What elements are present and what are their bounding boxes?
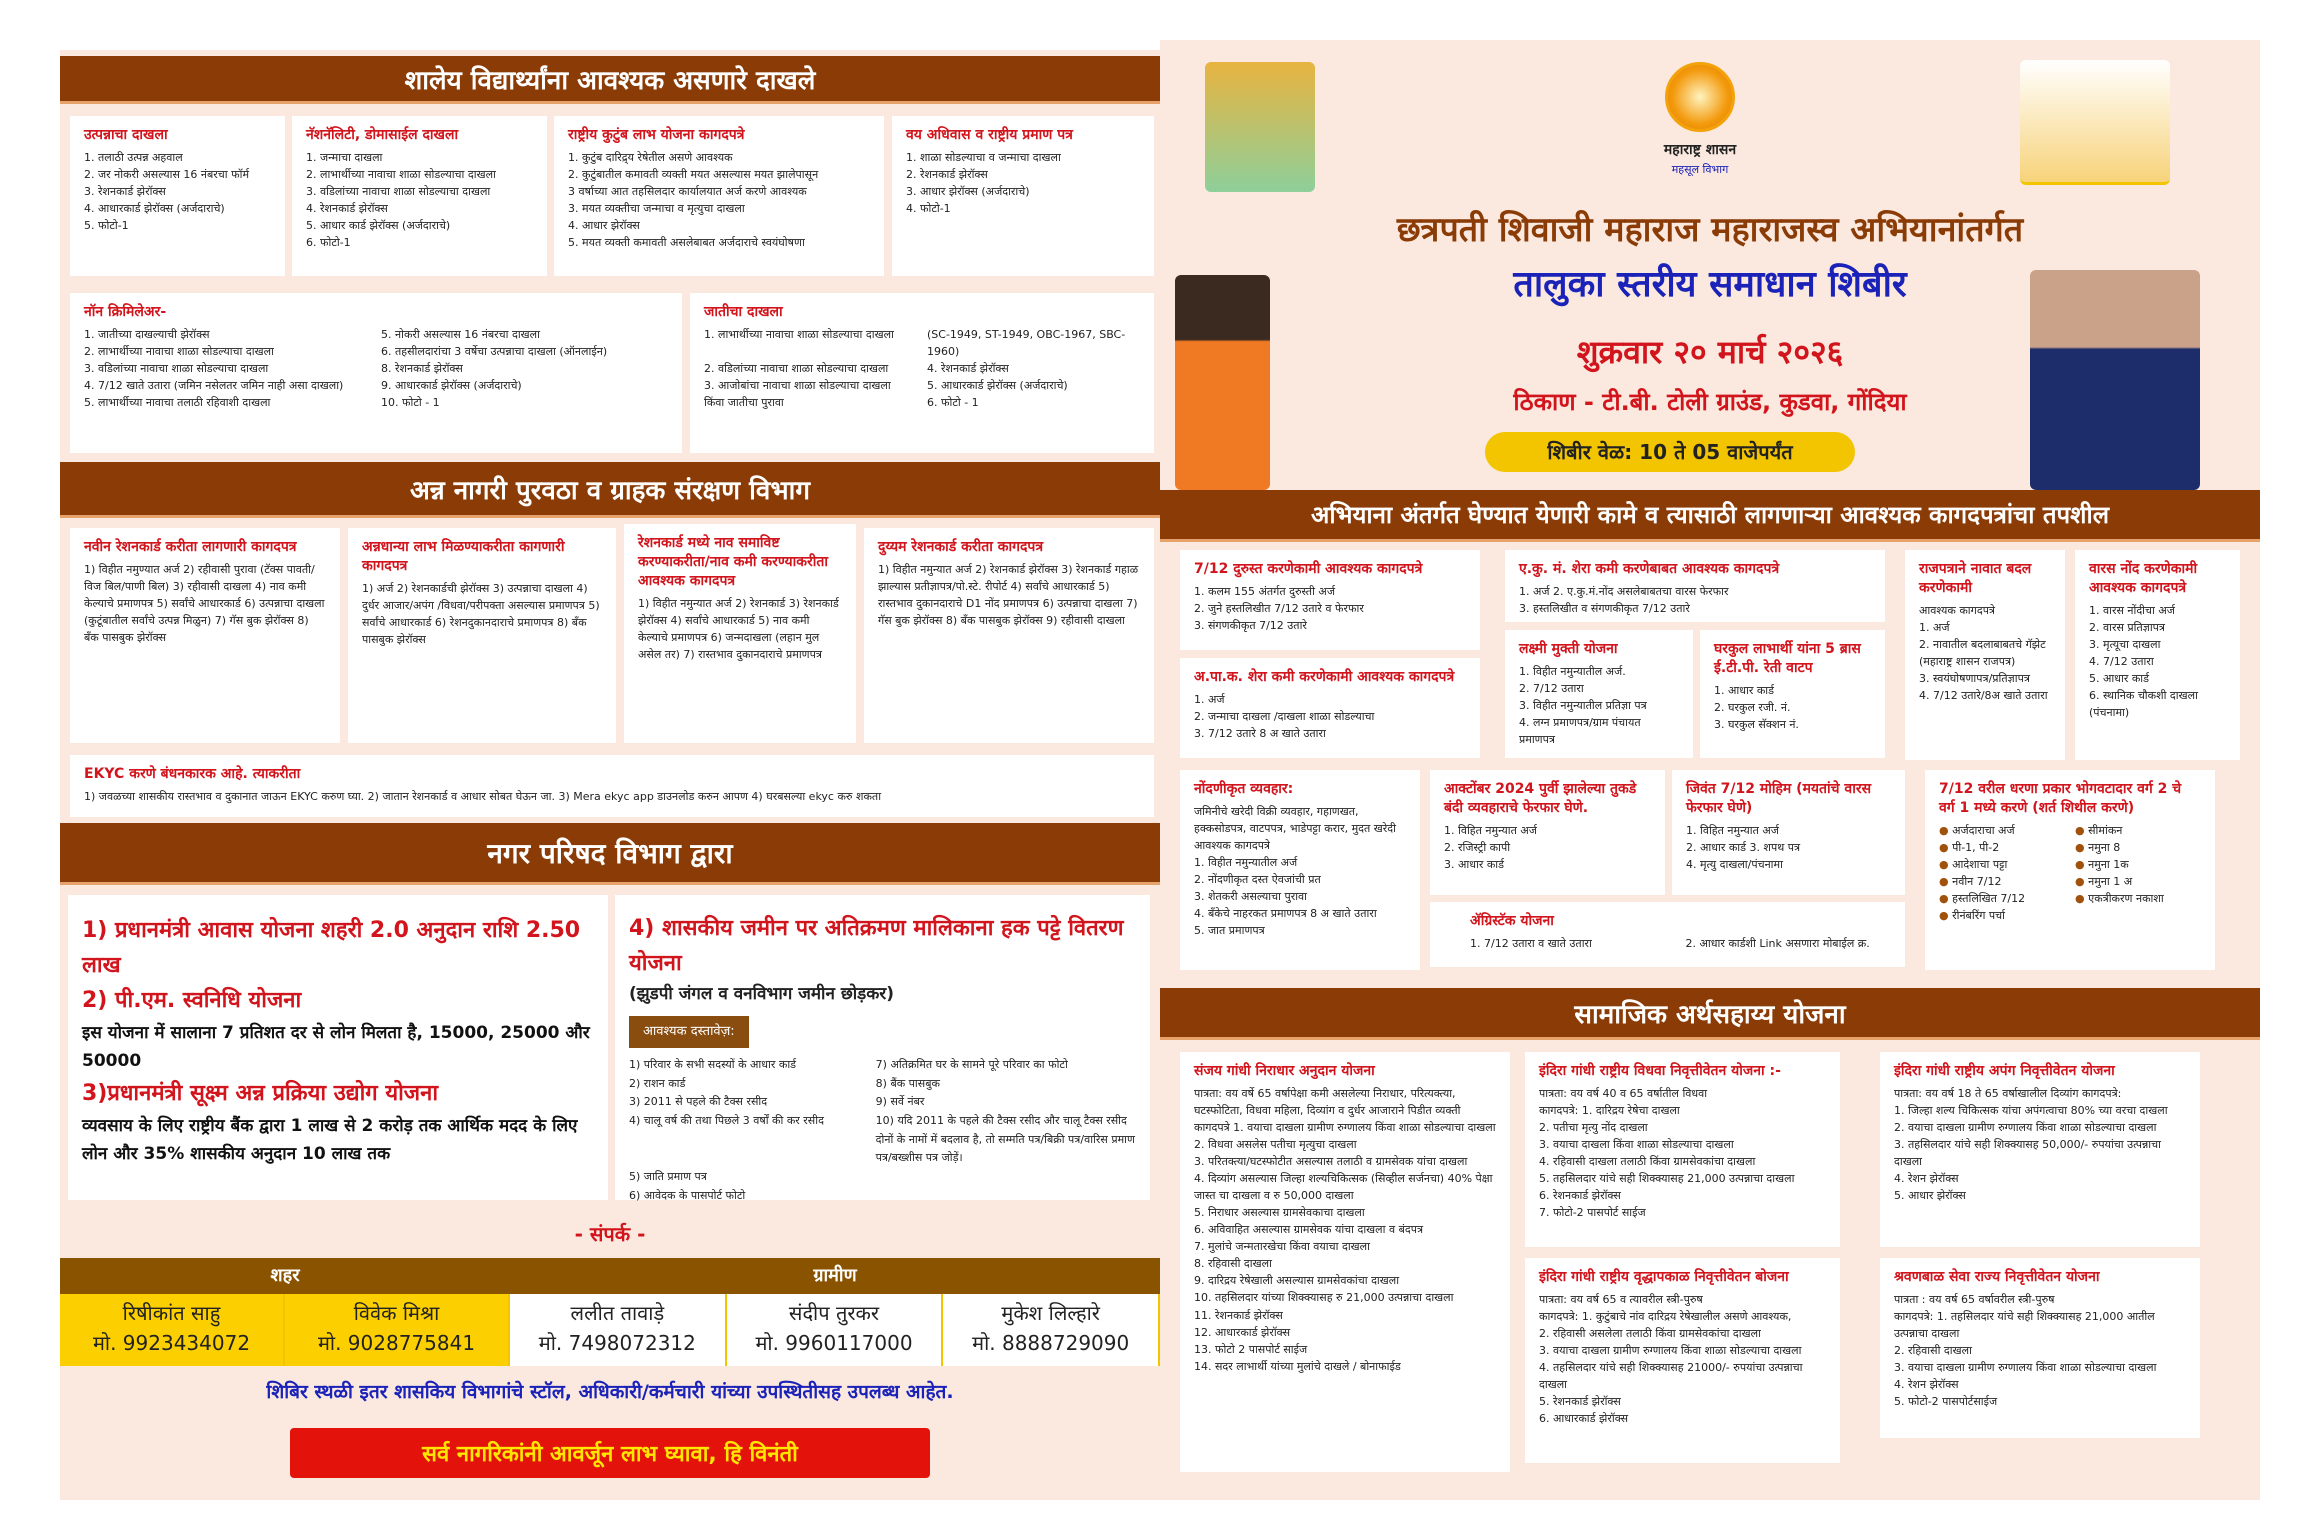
list-item: 3. आधार झेरॉक्स (अर्जदाराचे) (906, 184, 1030, 198)
list-item: 2. वयाचा दाखला ग्रामीण रुग्णालय किंवा शाळा सोडल्याचा दाखला (1894, 1120, 2157, 1134)
doc-item: 10) यदि 2011 के पहले की टैक्स रसीद और चालू टैक्स रसीद दोनों के नामों में बदलाव है, तो सम्मति पत्र/बिक्री पत्र/वारिस प्रमाण पत्र/बख्शीस पत्र जोड़ें। (875, 1113, 1135, 1165)
card-items (1919, 602, 2051, 704)
list-item: 2. वडिलांच्या नावाचा शाळा सोडल्याचा दाखला (704, 361, 889, 375)
card-items (1894, 1291, 2186, 1410)
card-jivant-712 (1672, 770, 1905, 895)
contact-person (943, 1294, 1160, 1366)
card-title: 7/12 दुरुस्त करणेकामी आवश्यक कागदपत्रे (1194, 561, 1423, 577)
card-text: 1) विहीत नमुन्यात अर्ज 2) रेशनकार्ड 3) रेशनकार्ड झेरॉक्स 4) सर्वांचे आधारकार्ड 5) नाव कमी केल्याचे प्रमाणपत्र 6) जन्मदाखला (लहान मुल असेल तर) 7) रास्तभाव दुकानदाराचे प्रमाणपत्र (638, 596, 839, 661)
list-item: 4. दिव्यांग असल्यास जिल्हा शल्यचिकित्सक (सिव्हील सर्जनचा) 40% पेक्षा जास्त चा दाखला व रु 50,000 दाखला (1194, 1172, 1493, 1203)
list-item: 4. रेशन झेरॉक्स (1894, 1172, 1959, 1186)
list-item: 5. आधार कार्ड (2089, 671, 2150, 685)
list-item: पात्रता: वय वर्ष 40 व 65 वर्षातील विधवा (1539, 1086, 1708, 1100)
list-item: 3. संगणकीकृत 7/12 उतारे (1194, 618, 1307, 632)
list-item: 6. रेशनकार्ड झेरॉक्स (1539, 1189, 1621, 1203)
list-item: 1. कुटुंब दारिद्र्य रेषेतील असणे आवश्यक (568, 150, 733, 164)
ekyc-card (70, 755, 1154, 817)
list-item: कागदपत्रे 1. वयाचा दाखला ग्रामीण रुग्णालय किंवा शाळा सोडल्याचा दाखला (1194, 1120, 1496, 1134)
list-item: 3. स्वयंघोषणापत्र/प्रतिज्ञापत्र (1919, 671, 2030, 685)
doc-item: 8) बैंक पासबुक (875, 1076, 940, 1090)
doc-item: 1) परिवार के सभी सदस्यों के आधार कार्ड (629, 1057, 797, 1071)
shivaji-maharaj-portrait (1205, 62, 1315, 192)
card-title: आक्टोंबर 2024 पुर्वी झालेल्या तुकडे बंदी व्यवहाराचे फेरफार घेणे. (1444, 781, 1637, 816)
list-item: 1. अर्ज (1194, 692, 1225, 706)
social-title: सामाजिक अर्थसहाय्य योजना (1160, 988, 2260, 1040)
list-item: ● एकत्रीकरण नकाशा (2075, 890, 2201, 907)
list-item: 2. रजिस्ट्री कापी (1444, 840, 1511, 854)
list-item: 5. फोटो-2 पासपोर्टसाईज (1894, 1395, 1998, 1409)
new-ration-card (70, 528, 340, 743)
camp-venue: ठिकाण - टी.बी. टोली ग्राउंड, कुडवा, गोंदिया (1513, 388, 1907, 416)
card-text: 1) विहीत नमुण्यात अर्ज 2) रहीवासी पुरावा (टॅक्स पावती/विज बिल/पाणी बिल) 3) रहीवासी दाखला 4) नाव कमी केल्याचे प्रमाणपत्र 5) सर्वांचे आधारकार्ड 6) उत्पन्नाचा दाखला (कुटूंबातील सर्वांचे उत्पन्न मिळुन) 7) गॅस बुक झेरॉक्स 8) बँक पासबुक झेरॉक्स (84, 562, 325, 645)
list-item: 6. स्थानिक चौकशी दाखला (पंचनामा) (2089, 689, 2198, 720)
card-text: 1) जवळच्या शासकीय रास्तभाव व दुकानात जाऊन EKYC करुण घ्या. 2) जातान रेशनकार्ड व आधार सोबत घेऊन जा. 3) Mera ekyc app डाउनलोड करुन आपण 4) घरबसल्या ekyc करु शकता (84, 789, 882, 803)
card-title: नवीन रेशनकार्ड करीता लागणारी कागदपत्र (84, 539, 297, 555)
list-item: 3. विहीत नमुन्यातील प्रतिज्ञा पत्र (1519, 698, 1647, 712)
card-items (1519, 663, 1679, 748)
card-items (2089, 602, 2226, 721)
card-title: अन्नधान्या लाभ मिळण्याकरीता कागणारी कागदपत्र (362, 539, 565, 574)
scheme-sanjay-gandhi (1180, 1052, 1510, 1472)
list-item: 3. हस्तलिखीत व संगणकीकृत 7/12 उतारे (1519, 601, 1690, 615)
card-tukdebandi (1430, 770, 1665, 895)
list-item: 1. विहित नमुन्यात अर्ज (1686, 823, 1779, 837)
list-item: 6. फोटो-1 (306, 236, 351, 250)
pm-svanidhi-scheme: 2) पी.एम. स्वनिधि योजना (82, 988, 302, 1014)
card-items (1194, 691, 1466, 742)
encroachment-scheme-card (615, 895, 1150, 1200)
list-item: 5. मयत व्यक्ती कमावती असलेबाबत अर्जदाराचे स्वयंघोषणा (568, 236, 805, 250)
list-item: 2. आधार कार्ड 3. शपथ पत्र (1686, 840, 1801, 854)
required-docs-list (629, 1056, 1136, 1206)
list-item: 2. 7/12 उतारा (1519, 681, 1584, 695)
card-rajpatra (1905, 550, 2065, 760)
card-title: ए.कु. मं. शेरा कमी करणेबाबत आवश्यक कागदपत्रे (1519, 561, 1780, 577)
card-title: वारस नोंद करणेकामी आवश्यक कागदपत्रे (2089, 561, 2198, 596)
list-item: ● आदेशाचा पट्टा (1939, 856, 2065, 873)
list-item: 3. वयाचा दाखला ग्रामीण रुग्णालय किंवा शाळा सोडल्याचा दाखला (1894, 1361, 2157, 1375)
grain-benefit-card (348, 528, 616, 743)
maharashtra-emblem-icon (1665, 62, 1735, 132)
contact-person (727, 1294, 944, 1366)
card-items (906, 149, 1140, 217)
list-item: 14. सदर लाभार्थी यांच्या मुलांचे दाखले / बोनाफाईड (1194, 1359, 1401, 1373)
list-item: 3. घरकुल सॅक्शन नं. (1714, 717, 1799, 731)
list-item: 1. अर्ज (1919, 620, 1950, 634)
contact-name: विवेक मिश्रा (353, 1301, 440, 1325)
card-title: 7/12 वरील धरणा प्रकार भोगवटादार वर्ग 2 चे वर्ग 1 मध्ये करणे (शर्त शिथील करणे) (1939, 781, 2182, 816)
list-item: 7. मुलांचे जन्मतारखेचा किंवा वयाचा दाखला (1194, 1240, 1370, 1254)
card-title: इंदिरा गांधी राष्ट्रीय वृद्धापकाळ निवृत्तीवेतन बोजना (1539, 1269, 1789, 1285)
list-item: 2. नावातील बदलाबाबतचे गॅझेट (महाराष्ट्र शासन राजपत्र) (1919, 637, 2046, 668)
list-item: 11. रेशनकार्ड झेरॉक्स (1194, 1308, 1283, 1322)
list-item: 4. आधार झेरॉक्स (568, 219, 640, 233)
card-gharkul-sand (1700, 630, 1885, 758)
contact-row (60, 1294, 1160, 1366)
left-panel (60, 50, 1160, 1500)
headline: छत्रपती शिवाजी महाराज महाराजस्व अभियानांतर्गत (1396, 210, 2024, 250)
list-item: 10. फोटो - 1 (381, 396, 440, 410)
list-item: 2. रेशनकार्ड झेरॉक्स (906, 167, 988, 181)
list-item: 5. लाभार्थीच्या नावाचा तलाठी रहिवाशी दाखला (84, 396, 271, 410)
card-waras (2075, 550, 2240, 760)
list-item: 1. विहीत नमुन्यातील अर्ज. (1519, 664, 1626, 678)
card-712-correction (1180, 550, 1480, 650)
card-title: श्रवणबाळ सेवा राज्य निवृत्तीवेतन योजना (1894, 1269, 2100, 1285)
card-agristack (1430, 902, 1905, 967)
list-item: 2. जन्माचा दाखला /दाखला शाळा सोडल्याचा (1194, 709, 1375, 723)
card-title: अ.पा.क. शेरा कमी करणेकामी आवश्यक कागदपत्रे (1194, 669, 1455, 685)
card-registered-transactions (1180, 770, 1420, 970)
list-item: 3. तहसिलदार यांचे सही शिक्क्यासह 50,000/- रुपयांचा उत्पन्नाचा दाखला (1894, 1138, 2161, 1169)
list-item: 1. लाभार्थीच्या नावाचा शाळा सोडल्याचा दाखला (704, 327, 894, 341)
card-items (84, 149, 271, 234)
card-items (1686, 822, 1891, 873)
card-title: संजय गांधी निराधार अनुदान योजना (1194, 1063, 1375, 1079)
duplicate-ration-card (864, 528, 1154, 743)
camp-title: तालुका स्तरीय समाधान शिबीर (1513, 264, 1907, 305)
list-item: 4. आधारकार्ड झेरॉक्स (अर्जदाराचे) (84, 202, 225, 216)
list-item: 2. जुने हस्तलिखीत 7/12 उतारे व फेरफार (1194, 601, 1364, 615)
list-item: 1. कलम 155 अंतर्गत दुरुस्ती अर्ज (1194, 584, 1335, 598)
list-item: 3. परितक्त्या/घटस्फोटीत असल्यास तलाठी व ग्रामसेवक यांचा दाखला (1194, 1155, 1468, 1169)
list-item: 5. आधार कार्ड झेरॉक्स (अर्जदाराचे) (306, 219, 451, 233)
list-item: किंवा जातीचा पुरावा (704, 396, 784, 410)
list-item: 5. फोटो-1 (84, 219, 129, 233)
list-item: (SC-1949, ST-1949, OBC-1967, SBC-1960) (927, 327, 1126, 358)
works-title: अभियाना अंतर्गत घेण्यात येणारी कामे व त्यासाठी लागणाऱ्या आवश्यक कागदपत्रांचा तपशील (1160, 490, 2260, 542)
list-item: ● हस्तलिखित 7/12 (1939, 890, 2065, 907)
list-item: 2. पतीचा मृत्यु नोंद दाखला (1539, 1120, 1648, 1134)
non-creamy-card (70, 293, 682, 453)
contact-phone[interactable]: मो. 9028775841 (317, 1331, 476, 1355)
encroachment-scheme-title: 4) शासकीय जमीन पर अतिक्रमण मालिकाना हक पट्टे वितरण योजना (629, 916, 1124, 977)
card-items (306, 149, 533, 251)
income-cert-card (70, 116, 285, 276)
card-title: वय अधिवास व राष्ट्रीय प्रमाण पत्र (906, 127, 1073, 143)
card-items (568, 149, 870, 251)
card-title: दुय्यम रेशनकार्ड करीता कागदपत्र (878, 539, 1044, 555)
card-title: रेशनकार्ड मध्ये नाव समाविष्ट करण्याकरीता/नाव कमी करण्याकरीता आवश्यक कागदपत्र (638, 535, 828, 589)
card-items (1714, 682, 1871, 733)
doc-item: 6) आवेदक के पासपोर्ट फोटो (629, 1188, 746, 1202)
list-item: 5. आधार झेरॉक्स (1894, 1189, 1966, 1203)
camp-time: शिबीर वेळ: 10 ते 05 वाजेपर्यंत (1485, 432, 1855, 472)
list-item: 3. आधार कार्ड (1444, 857, 1505, 871)
card-title: राष्ट्रीय कुटुंब लाभ योजना कागदपत्रे (568, 127, 745, 143)
list-item: 1. आधार कार्ड (1714, 683, 1775, 697)
stall-notice: शिबिर स्थळी इतर शासकिय विभागांचे स्टॉल, अधिकारी/कर्मचारी यांच्या उपस्थितीसह उपलब्ध आहेत. (266, 1381, 954, 1403)
list-item: 5. जात प्रमाणपत्र (1194, 924, 1265, 938)
contact-name: संदीप तुरकर (788, 1301, 880, 1325)
municipal-section-title: नगर परिषद विभाग द्वारा (60, 823, 1160, 885)
contact-name: रिषीकांत साहु (122, 1301, 221, 1325)
card-title: जिवंत 7/12 मोहिम (मयतांचे वारस फेरफार घेणे) (1686, 781, 1872, 816)
list-item: 2. विधवा असलेस पतीचा मृत्युचा दाखला (1194, 1138, 1357, 1152)
contact-name: मुकेश लिल्हारे (1001, 1301, 1100, 1325)
list-item: 3. आजोबांचा नावाचा शाळा सोडल्याचा दाखला (704, 379, 891, 393)
list-item: 2. कुटुंबातील कमावती व्यक्ती मयत असल्यास मयत झालेपासून (568, 167, 819, 181)
list-item: 3. शेतकरी असल्याचा पुरावा (1194, 890, 1308, 904)
list-item: आवश्यक कागदपत्रे (1194, 838, 1271, 852)
family-benefit-card (554, 116, 884, 276)
list-item: ● नमुना 8 (2075, 839, 2201, 856)
list-item: ● नमुना 1 अ (2075, 873, 2201, 890)
card-items (1194, 583, 1466, 634)
list-item: 12. आधारकार्ड झेरॉक्स (1194, 1325, 1291, 1339)
contact-person (510, 1294, 727, 1366)
card-title: राजपत्राने नावात बदल करणेकामी (1919, 561, 2032, 596)
list-item: 9. आधारकार्ड झेरॉक्स (अर्जदाराचे) (381, 379, 522, 393)
list-item: 4. 7/12 उतारा (2089, 654, 2154, 668)
card-title: घरकुल लाभार्थी यांना 5 ब्रास ई.टी.पी. रेती वाटप (1714, 641, 1861, 676)
encroachment-scheme-sub: (झुडपी जंगल व वनविभाग जमीन छोड़कर) (629, 984, 895, 1005)
card-items (1894, 1085, 2186, 1204)
list-item: 3. मयत व्यक्तीचा जन्माचा व मृत्युचा दाखला (568, 202, 745, 216)
list-item: 3. 7/12 उतारे 8 अ खाते उतारा (1194, 726, 1326, 740)
camp-date: शुक्रवार २० मार्च २०२६ (1576, 333, 1844, 371)
list-item: 8. रहिवासी दाखला (1194, 1257, 1272, 1271)
card-ekum (1505, 550, 1885, 622)
list-item: जमिनीचे खरेदी विक्री व्यवहार, गहाणखत, हक्कसोडपत्र, वाटपपत्र, भाडेपट्टा करार, मुदत खरेदी (1194, 804, 1396, 835)
list-item: 4. रेशनकार्ड झेरॉक्स (927, 361, 1009, 375)
card-title: EKYC करणे बंधनकारक आहे. त्याकरीता (84, 766, 301, 782)
list-item: 1. जातीच्या दाखल्याची झेरॉक्स (84, 327, 210, 341)
card-items (1470, 935, 1891, 952)
list-item: 1. शाळा सोडल्याचा व जन्माचा दाखला (906, 150, 1061, 164)
list-item: 1. वारस नोंदीचा अर्ज (2089, 603, 2175, 617)
doc-item: 5) जाति प्रमाण पत्र (629, 1169, 707, 1183)
list-item: 5. निराधार असल्यास ग्रामसेवकाचा दाखला (1194, 1206, 1365, 1220)
list-item: 3. वडिलांच्या नावाचा शाळा सोडल्याचा दाखला (84, 361, 269, 375)
card-items (1539, 1085, 1826, 1221)
list-item: 5. रेशनकार्ड झेरॉक्स (1539, 1395, 1621, 1409)
scheme-disability-pension (1880, 1052, 2200, 1247)
contact-phone[interactable]: मो. 8888729090 (972, 1331, 1130, 1355)
contact-person (60, 1294, 285, 1366)
card-title: जातीचा दाखला (704, 304, 783, 320)
card-items (1444, 822, 1651, 873)
scheme-shravanbal (1880, 1258, 2200, 1438)
required-docs-tag: आवश्यक दस्तावेज़: (629, 1016, 749, 1048)
right-panel (1160, 40, 2260, 1500)
scheme-old-age-pension (1525, 1258, 1840, 1463)
list-item: ● पी-1, पी-2 (1939, 839, 2065, 856)
card-laxmi-mukti (1505, 630, 1693, 758)
card-title: इंदिरा गांधी राष्ट्रीय विधवा निवृत्तीवेतन योजना :- (1539, 1063, 1781, 1079)
list-item: 5. आधारकार्ड झेरॉक्स (अर्जदाराचे) (927, 379, 1068, 393)
list-item: 4. रेशन झेरॉक्स (1894, 1378, 1959, 1392)
list-item: ● नवीन 7/12 (1939, 873, 2065, 890)
card-dharana-class (1925, 770, 2215, 970)
list-item: 4. मृत्यु दाखला/पंचनामा (1686, 857, 1783, 871)
card-title: नॅशनॅलिटी, डोमासाईल दाखला (306, 127, 459, 143)
list-item: 1. अर्ज 2. ए.कु.मं.नोंद असलेबाबतचा वारस फेरफार (1519, 584, 1729, 598)
appeal-banner: सर्व नागरिकांनी आवर्जून लाभ घ्यावा, हि विनंती (290, 1428, 930, 1478)
list-item: 2. घरकुल रजी. नं. (1714, 700, 1791, 714)
rural-label: ग्रामीण (813, 1265, 857, 1286)
municipal-schemes-card (68, 895, 608, 1200)
doc-item: 4) चालू वर्ष की तथा पिछले 3 वर्षों की कर रसीद (629, 1113, 824, 1127)
card-items (1939, 822, 2201, 924)
list-item: 3. वयाचा दाखला किंवा शाळा सोडल्याचा दाखला (1539, 1138, 1734, 1152)
list-item: 1. विहीत नमुन्यातील अर्ज (1194, 856, 1298, 870)
food-section-title: अन्न नागरी पुरवठा व ग्राहक संरक्षण विभाग (60, 462, 1160, 518)
card-items (1519, 583, 1871, 617)
list-item: ● सीमांकन (2075, 822, 2201, 839)
card-items (1194, 803, 1406, 939)
list-item: 1. 7/12 उतारा व खाते उतारा (1470, 936, 1592, 950)
list-item: 10. तहसिलदार यांच्या शिक्क्यासह रु 21,000 उत्पन्नाचा दाखला (1194, 1291, 1454, 1305)
list-item: 4. 7/12 खाते उतारा (जमिन नसेलतर जमिन नाही असा दाखला) (84, 379, 344, 393)
card-apak (1180, 658, 1480, 758)
card-title: उत्पन्नाचा दाखला (84, 127, 168, 143)
leader-left-photo (1175, 275, 1270, 490)
list-item: 4. फोटो-1 (906, 202, 951, 216)
list-item: 4. बँकेचे नाहरकत प्रमाणपत्र 8 अ खाते उतारा (1194, 907, 1377, 921)
list-item: 3. रेशनकार्ड झेरॉक्स (84, 184, 166, 198)
list-item: 2. रहिवासी असलेला तलाठी किंवा ग्रामसेवकांचा दाखला (1539, 1326, 1761, 1340)
contact-phone[interactable]: मो. 9923434072 (92, 1331, 251, 1355)
contact-phone[interactable]: मो. 7498072312 (538, 1331, 696, 1355)
list-item: 6. अविवाहित असल्यास ग्रामसेवक यांचा दाखला व बंदपत्र (1194, 1223, 1424, 1237)
list-item: 7. फोटो-2 पासपोर्ट साईज (1539, 1206, 1646, 1220)
list-item: 4. रेशनकार्ड झेरॉक्स (306, 202, 388, 216)
urban-label: शहर (270, 1265, 300, 1286)
card-title: ॲग्रिस्टॅक योजना (1470, 913, 1554, 929)
pm-food-processing-desc: व्यवसाय के लिए राष्ट्रीय बैंक द्वारा 1 लाख से 2 करोड़ तक आर्थिक मदद के लिए लोन और 35% शासकीय अनुदान 10 लाख तक (82, 1115, 578, 1165)
card-items (84, 326, 668, 411)
doc-item: 9) सर्वे नंबर (875, 1095, 925, 1109)
contact-person (285, 1294, 510, 1366)
scheme-widow-pension (1525, 1052, 1840, 1247)
list-item: 2. जर नोकरी असल्यास 16 नंबरचा फॉर्म (84, 167, 250, 181)
leaders-photo (2020, 60, 2170, 185)
list-item: 2. आधार कार्डशी Link असणारा मोबाईल क्र. (1685, 936, 1870, 950)
list-item: 5. तहसिलदार यांचे सही शिक्क्यासह 21,000 उत्पन्नाचा दाखला (1539, 1172, 1795, 1186)
list-item: पात्रता: वय वर्ष 65 व त्यावरील स्त्री-पुरुष (1539, 1292, 1703, 1306)
ration-name-change-card (624, 524, 856, 743)
list-item: 3. वयाचा दाखला ग्रामीण रुग्णालय किंवा शाळा सोडल्याचा दाखला (1539, 1344, 1802, 1358)
list-item: 6. आधारकार्ड झेरॉक्स (1539, 1412, 1629, 1426)
nationality-cert-card (292, 116, 547, 276)
list-item: 1. विहित नमुन्यात अर्ज (1444, 823, 1537, 837)
list-item: पात्रता: वय वर्षे 65 वर्षापेक्षा कमी असलेल्या निराधार, परित्यक्त्या, घटस्फोटिता, विधवा महिला, दिव्यांग व दुर्धर आजाराने पिडीत व्यक्ती (1194, 1086, 1461, 1117)
list-item: 1. जन्माचा दाखला (306, 150, 383, 164)
list-item: कागदपत्रे: 1. कुटुंबाचे नांव दारिद्रय रेषेखालील असणे आवश्यक, (1539, 1309, 1792, 1323)
list-item: 6. तहसीलदारांचा 3 वर्षेचा उत्पन्नाचा दाखला (ऑनलाईन) (381, 344, 608, 358)
pm-awas-scheme: 1) प्रधानमंत्री आवास योजना शहरी 2.0 अनुदान राशि 2.50 लाख (82, 918, 581, 979)
list-item: 4. 7/12 उतारे/8अ खाते उतारा (1919, 689, 2048, 703)
gov-label: महाराष्ट्र शासन (1663, 142, 1737, 158)
list-item: 3. मृत्यूचा दाखला (2089, 637, 2161, 651)
dept-label: महसूल विभाग (1671, 163, 1729, 176)
list-item: 1. तलाठी उत्पन्न अहवाल (84, 150, 183, 164)
card-text: 1) विहीत नमुन्यात अर्ज 2) रेशनकार्ड झेरॉक्स 3) रेशनकार्ड गहाळ झाल्यास प्रतीज्ञापत्र/पो.स्टे. रीपोर्ट 4) सर्वांचे आधारकार्ड 5) रास्तभाव दुकानदाराचे D1 नोंद प्रमाणपत्र 6) उत्पन्नाचा दाखला 7) गॅस बुक झेरॉक्स 8) बँक पासबुक झेरॉक्स 9) रहीवासी दाखला (878, 562, 1139, 628)
pm-svanidhi-desc: इस योजना में सालाना 7 प्रतिशत दर से लोन मिलता है, 15000, 25000 और 50000 (82, 1022, 590, 1072)
age-domicile-card (892, 116, 1154, 276)
leader-right-photo (2030, 270, 2200, 490)
list-item: 4. तहसिलदार यांचे सही शिक्क्यासह 21000/- रुपयांचा उत्पन्नाचा दाखला (1539, 1361, 1803, 1392)
list-item: 2. नोंदणीकृत दस्त ऐवजांची प्रत (1194, 873, 1321, 887)
card-title: इंदिरा गांधी राष्ट्रीय अपंग निवृत्तीवेतन योजना (1894, 1063, 2115, 1079)
list-item: 5. नोकरी असल्यास 16 नंबरचा दाखला (381, 327, 540, 341)
doc-item: 7) अतिक्रमित घर के सामने पूरे परिवार का फोटो (875, 1057, 1068, 1071)
list-item: 3. वडिलांच्या नावाचा शाळा सोडल्याचा दाखला (306, 184, 491, 198)
list-item: पात्रता : वय वर्ष 65 वर्षावरील स्त्री-पुरुष (1894, 1292, 2055, 1306)
contact-title: - संपर्क - (574, 1222, 646, 1246)
card-title: लक्ष्मी मुक्ती योजना (1519, 641, 1618, 657)
list-item: 6. फोटो - 1 (927, 396, 979, 410)
list-item: 2. लाभार्थीच्या नावाचा शाळा सोडल्याचा दाखला (306, 167, 496, 181)
pm-food-processing-scheme: 3)प्रधानमंत्री सूक्ष्म अन्न प्रक्रिया उद्योग योजना (82, 1081, 439, 1107)
contact-phone[interactable]: मो. 9960117000 (755, 1331, 913, 1355)
list-item: कागदपत्रे: 1. तहसिलदार यांचे सही शिक्क्यासह 21,000 आतील उत्पन्नाचा दाखला (1894, 1309, 2155, 1340)
list-item: 2. रहिवासी दाखला (1894, 1344, 1972, 1358)
card-title: नोंदणीकृत व्यवहार: (1194, 781, 1294, 797)
card-text: 1) अर्ज 2) रेशनकार्डची झेरॉक्स 3) उत्पन्नाचा दाखला 4) दुर्धर आजार/अपंग /विधवा/परीपक्ता असल्यास प्रमाणपत्र 5) सर्वांचे आधारकार्ड 6) रेशनदुकानदाराचे प्रमाणपत्र 8) बँक पासबुक झेरॉक्स (362, 581, 600, 646)
card-items (1194, 1085, 1496, 1375)
card-items (1539, 1291, 1826, 1427)
list-item: 2. लाभार्थीच्या नावाचा शाळा सोडल्याचा दाखला (84, 344, 274, 358)
list-item: कागदपत्रे: 1. दारिद्रय रेषेचा दाखला (1539, 1103, 1680, 1117)
doc-item: 2) राशन कार्ड (629, 1076, 686, 1090)
list-item: आवश्यक कागदपत्रे (1919, 603, 1996, 617)
list-item: पात्रता: वय वर्ष 18 ते 65 वर्षाखालील दिव्यांग कागदपत्रे: (1894, 1086, 2122, 1100)
list-item: 13. फोटो 2 पासपोर्ट साईज (1194, 1342, 1308, 1356)
list-item: 1. जिल्हा शल्य चिकित्सक यांचा अपंगत्वाचा 80% च्या वरचा दाखला (1894, 1103, 2168, 1117)
list-item: ● रीनंबरिंग पर्चा (1939, 907, 2065, 924)
list-item: ● अर्जदाराचा अर्ज (1939, 822, 2065, 839)
contact-header (60, 1258, 1160, 1294)
list-item: 2. वारस प्रतिज्ञापत्र (2089, 620, 2165, 634)
list-item: 3 वर्षाच्या आत तहसिलदार कार्यालयात अर्ज करणे आवश्यक (568, 184, 807, 198)
list-item: 9. दारिद्रय रेषेखाली असल्यास ग्रामसेवकांचा दाखला (1194, 1274, 1400, 1288)
card-items (704, 326, 1140, 411)
caste-cert-card (690, 293, 1154, 453)
card-title: नॉन क्रिमिलेअर- (84, 304, 167, 320)
list-item: 4. लग्न प्रमाणपत्र/ग्राम पंचायत प्रमाणपत्र (1519, 716, 1641, 747)
list-item: 8. रेशनकार्ड झेरॉक्स (381, 361, 463, 375)
list-item: 4. रहिवासी दाखला तलाठी किंवा ग्रामसेवकांचा दाखला (1539, 1155, 1756, 1169)
list-item: ● नमुना 1क (2075, 856, 2201, 873)
contact-name: ललीत तावाड़े (570, 1301, 665, 1325)
school-section-title: शालेय विद्यार्थ्यांना आवश्यक असणारे दाखले (60, 56, 1160, 104)
doc-item: 3) 2011 से पहले की टैक्स रसीद (629, 1095, 768, 1109)
